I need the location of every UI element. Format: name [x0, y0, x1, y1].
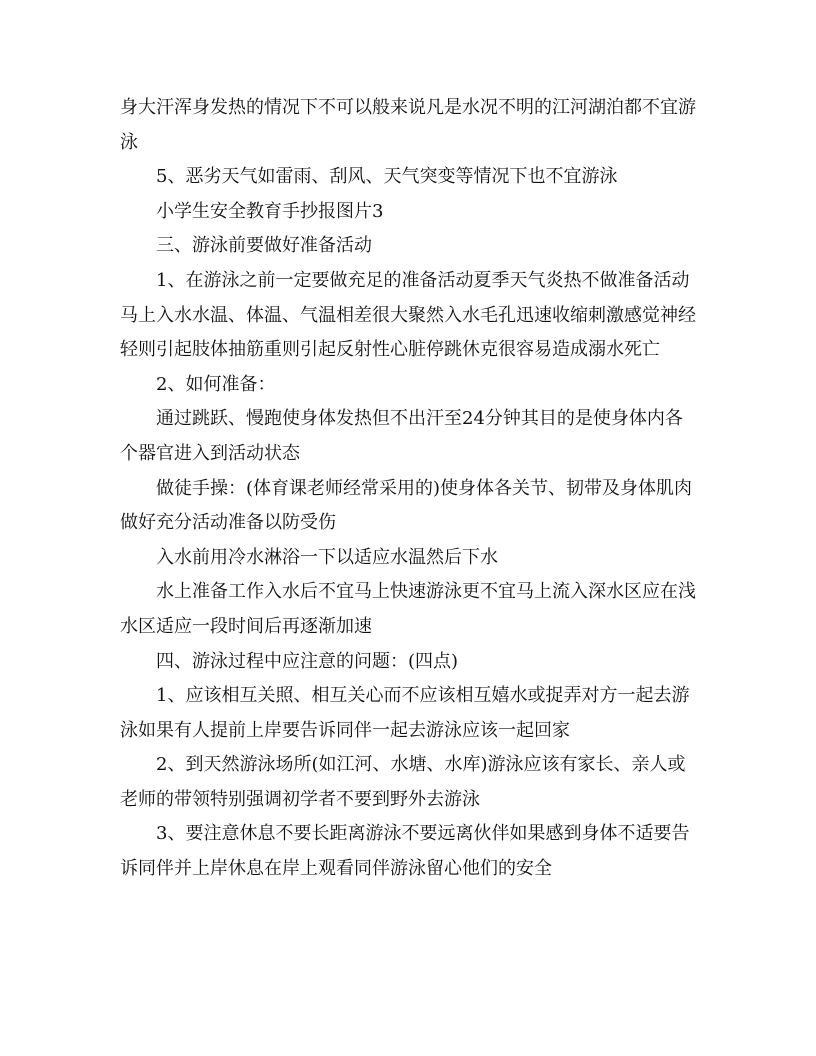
paragraph: 2、如何准备： — [156, 373, 276, 395]
paragraph: 1、在游泳之前一定要做充足的准备活动夏季天气炎热不做准备活动马上入水水温、体温、气温相差很大聚然入水毛孔迅速收缩刺激感觉神经轻则引起肢体抽筋重则引起反射性心脏停跳休克很容易造成溺水死亡 — [120, 269, 696, 361]
paragraph: 5、恶劣天气如雷雨、刮风、天气突变等情况下也不宜游泳 — [156, 166, 618, 188]
section-heading: 四、游泳过程中应注意的问题：(四点) — [156, 650, 459, 672]
paragraph: 3、要注意休息不要长距离游泳不要远离伙伴如果感到身体不适要告诉同伴并上岸休息在岸上观看同伴游泳留心他们的安全 — [120, 823, 690, 880]
paragraph: 水上准备工作入水后不宜马上快速游泳更不宜马上流入深水区应在浅水区适应一段时间后再逐渐加速 — [120, 581, 696, 637]
paragraph: 小学生安全教育手抄报图片3 — [156, 200, 384, 222]
body-text — [120, 91, 700, 887]
section-heading: 三、游泳前要做好准备活动 — [156, 235, 372, 257]
paragraph: 2、到天然游泳场所(如江河、水塘、水库)游泳应该有家长、亲人或老师的带领特别强调初学者不要到野外去游泳 — [120, 754, 686, 810]
paragraph: 做徒手操：(体育课老师经常采用的)使身体各关节、韧带及身体肌肉做好充分活动准备以防受伤 — [120, 477, 693, 534]
paragraph: 通过跳跃、慢跑使身体发热但不出汗至24分钟其目的是使身体内各个器官进入到活动状态 — [120, 408, 683, 464]
paragraph: 入水前用冷水淋浴一下以适应水温然后下水 — [156, 546, 498, 568]
paragraph: 1、应该相互关照、相互关心而不应该相互嬉水或捉弄对方一起去游泳如果有人提前上岸要告诉同伴一起去游泳应该一起回家 — [120, 685, 690, 741]
paragraph: 身大汗浑身发热的情况下不可以般来说凡是水况不明的江河湖泊都不宜游泳 — [120, 97, 696, 153]
